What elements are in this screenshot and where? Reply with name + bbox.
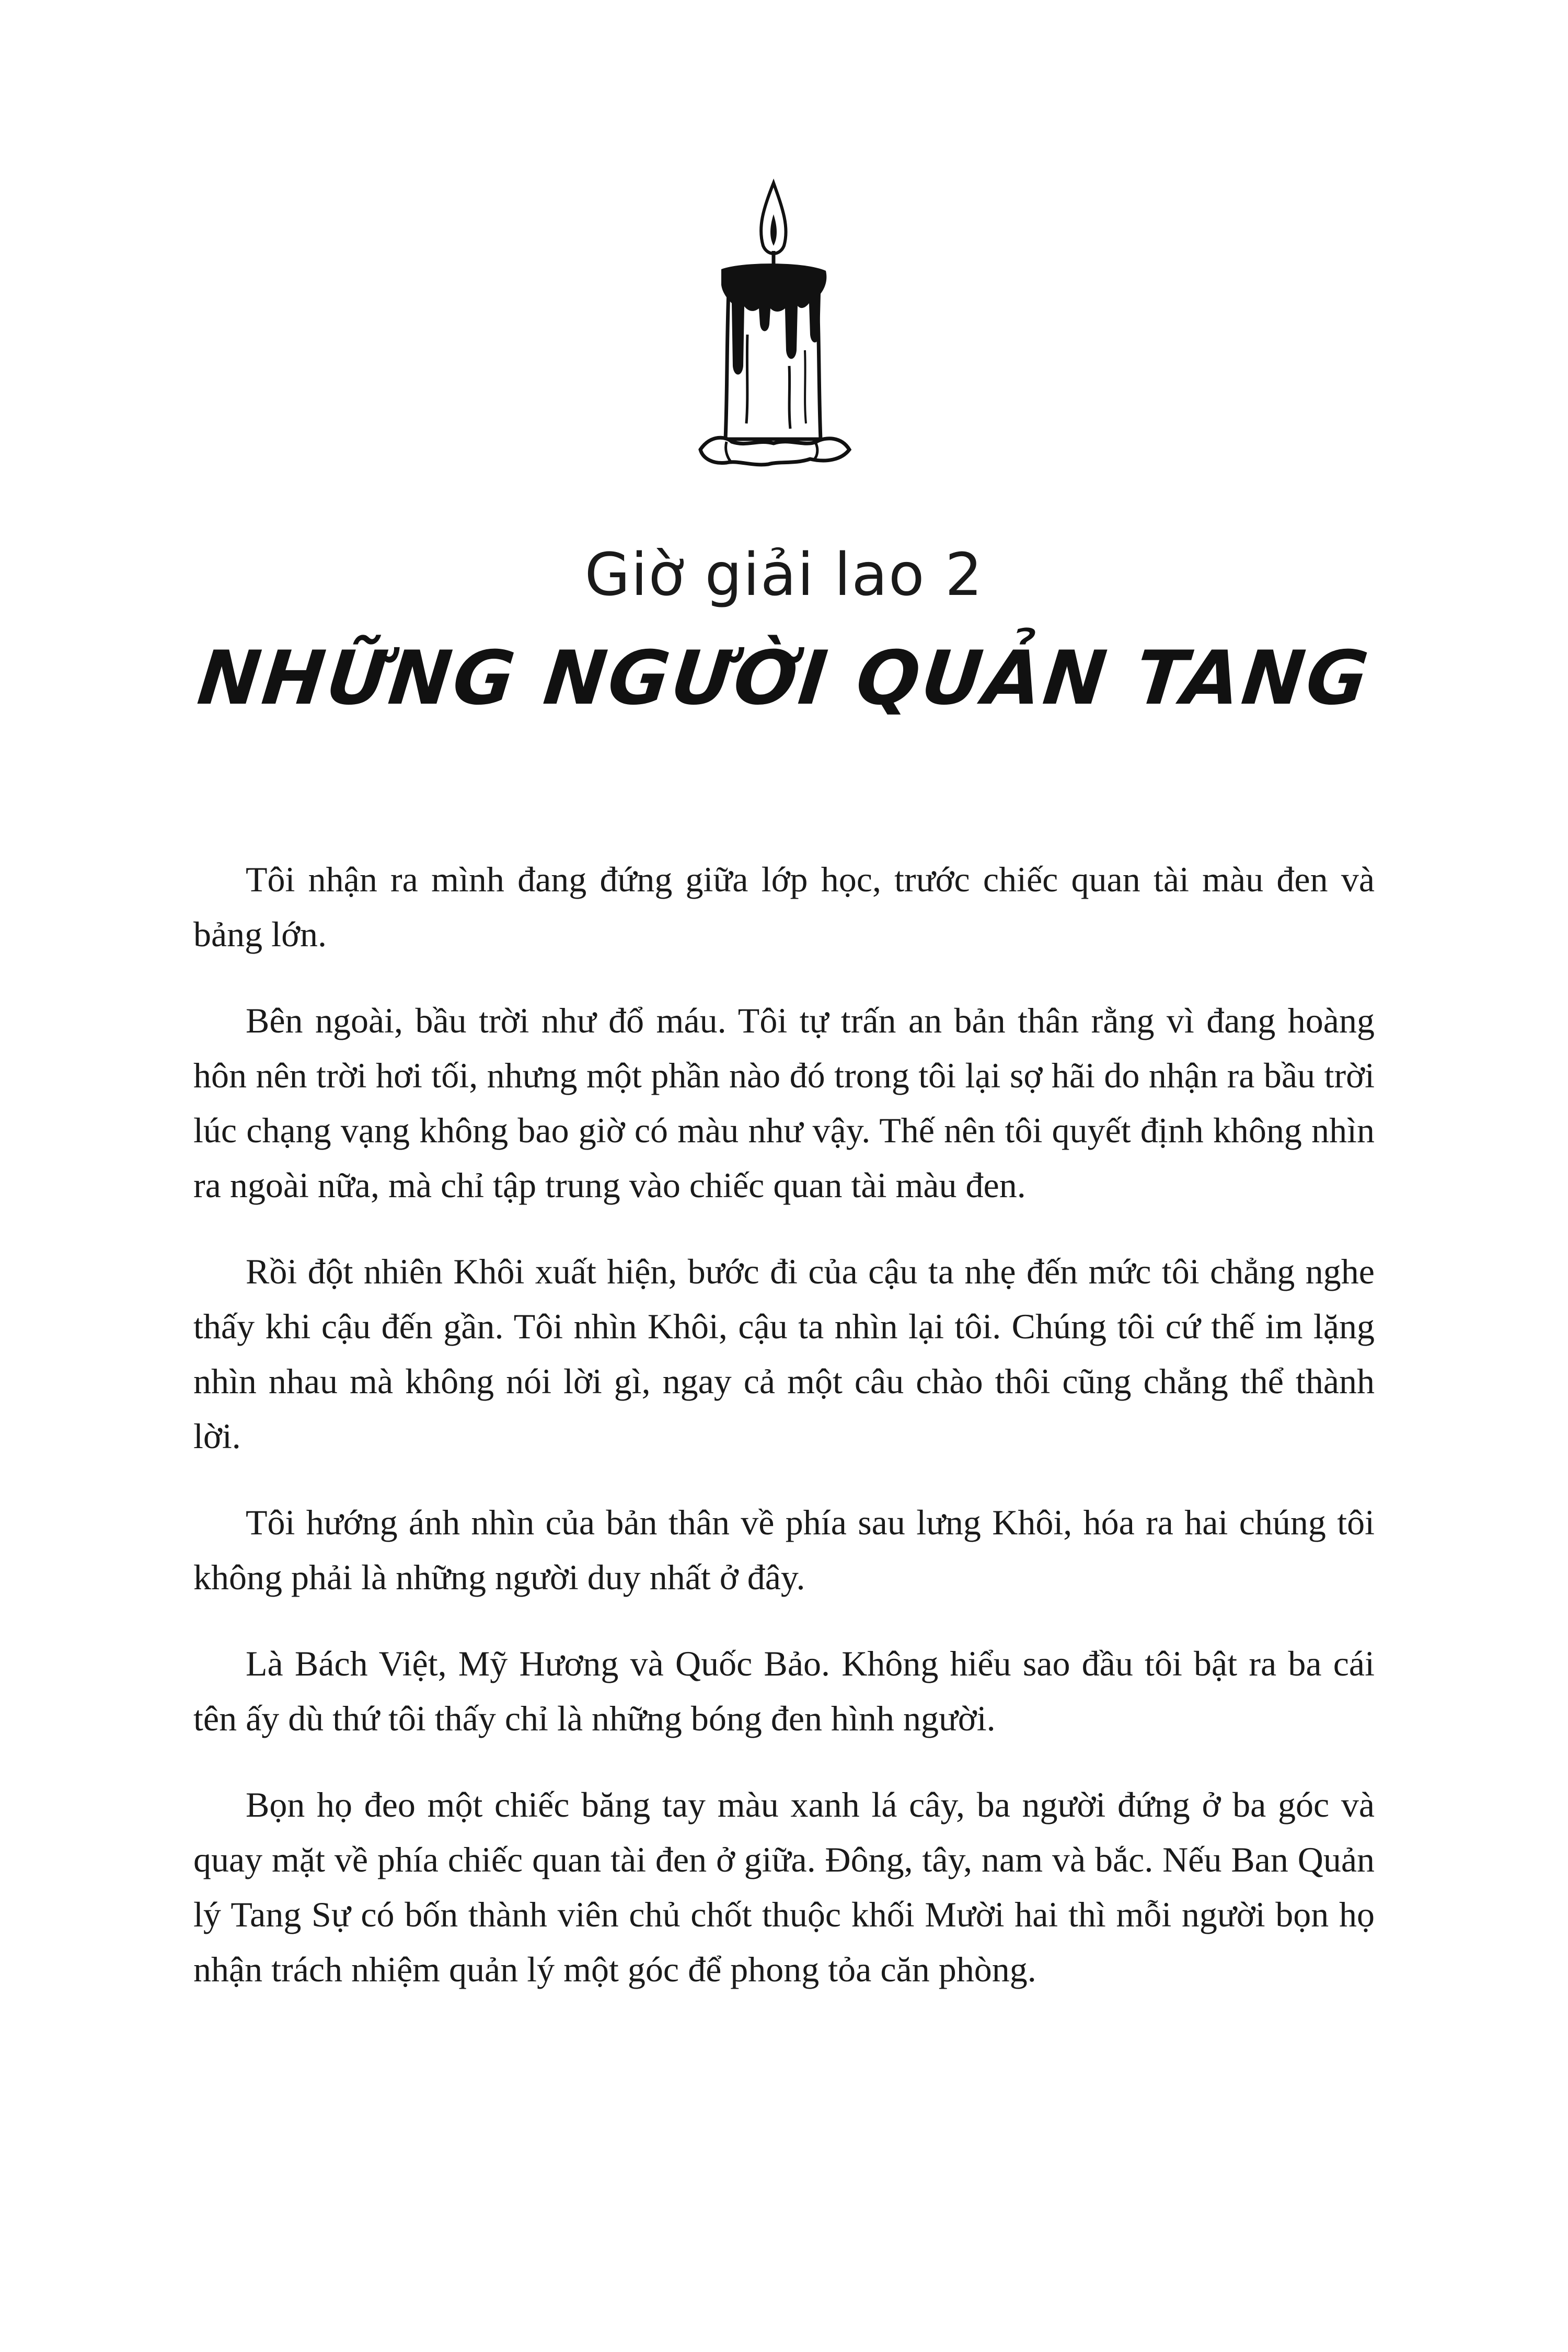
- paragraph: Tôi nhận ra mình đang đứng giữa lớp học, trước chiếc quan tài màu đen và bảng lớn.: [193, 859, 1375, 954]
- paragraph: Rồi đột nhiên Khôi xuất hiện, bước đi của cậu ta nhẹ đến mức tôi chẳng nghe thấy khi cậu đến gần. Tôi nhìn Khôi, cậu ta nhìn lại tôi. Chúng tôi cứ thế im lặng nhìn nhau mà không nói lời gì, ngay cả một câu chào thôi cũng chẳng thể thành lời.: [193, 1252, 1375, 1456]
- chapter-body: [193, 852, 1375, 2028]
- chapter-title: NHỮNG NGƯỜI QUẢN TANG: [193, 635, 1375, 721]
- paragraph: Bọn họ đeo một chiếc băng tay màu xanh lá cây, ba người đứng ở ba góc và quay mặt về phía chiếc quan tài đen ở giữa. Đông, tây, nam và bắc. Nếu Ban Quản lý Tang Sự có bốn thành viên chủ chốt thuộc khối Mười hai thì mỗi người bọn họ nhận trách nhiệm quản lý một góc để phong tỏa căn phòng.: [193, 1785, 1375, 1989]
- paragraph: Bên ngoài, bầu trời như đổ máu. Tôi tự trấn an bản thân rằng vì đang hoàng hôn nên trời hơi tối, nhưng một phần nào đó trong tôi lại sợ hãi do nhận ra bầu trời lúc chạng vạng không bao giờ có màu như vậy. Thế nên tôi quyết định không nhìn ra ngoài nữa, mà chỉ tập trung vào chiếc quan tài màu đen.: [193, 1001, 1375, 1205]
- chapter-label: Giờ giải lao 2: [584, 541, 984, 609]
- paragraph: Là Bách Việt, Mỹ Hương và Quốc Bảo. Không hiểu sao đầu tôi bật ra ba cái tên ấy dù thứ tôi thấy chỉ là những bóng đen hình người.: [193, 1644, 1375, 1738]
- paragraph: Tôi hướng ánh nhìn của bản thân về phía sau lưng Khôi, hóa ra hai chúng tôi không phải là những người duy nhất ở đây.: [193, 1502, 1375, 1597]
- dripping-candle-icon: [679, 178, 868, 491]
